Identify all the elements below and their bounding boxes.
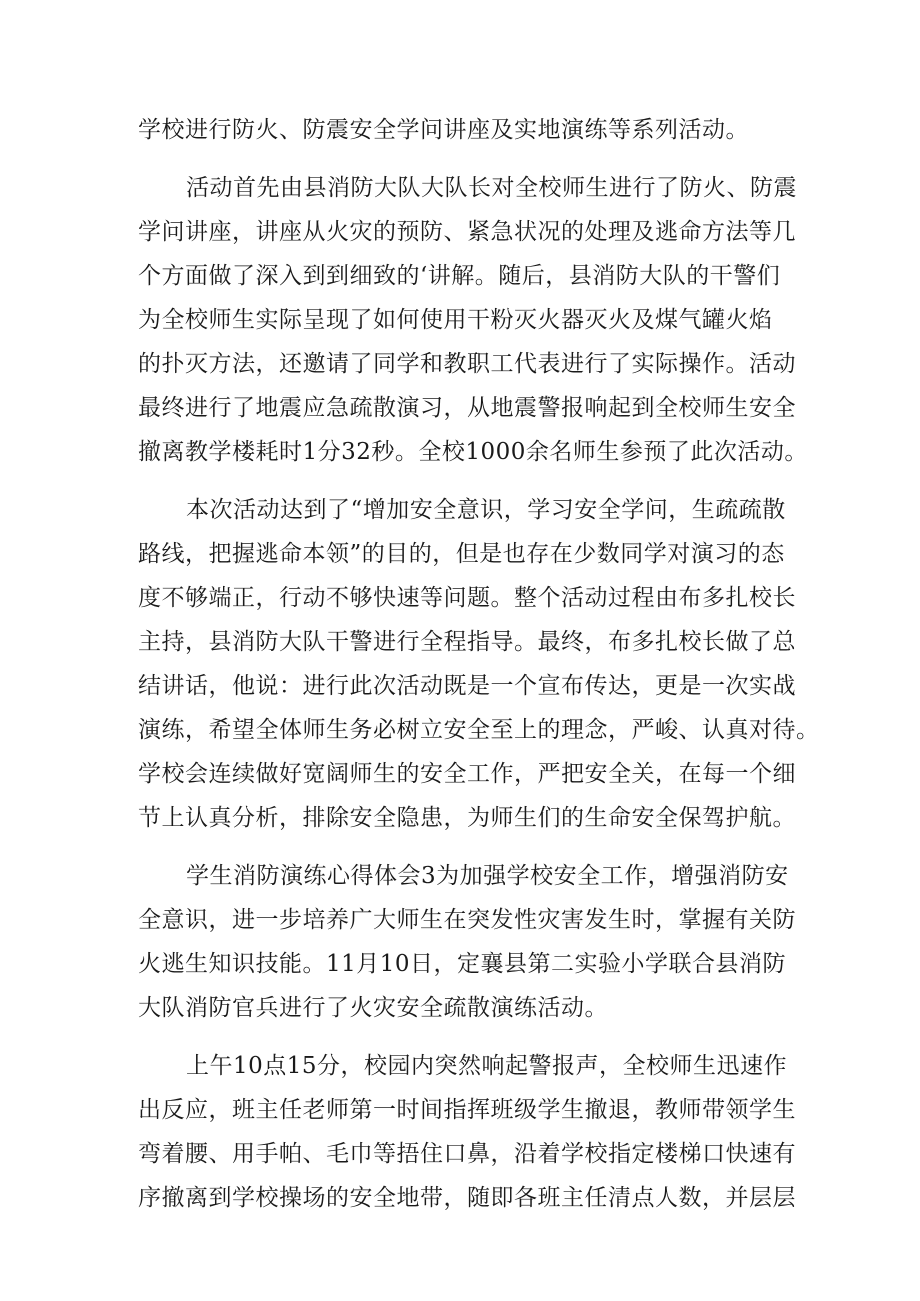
paragraph-spacer [138,474,800,488]
text-line: 活动首先由县消防大队大队长对全校师生进行了防火、防震 [186,175,797,201]
text-line: 大队消防官兵进行了火灾安全疏散演练活动。 [138,995,608,1021]
paragraph-spacer [138,152,800,166]
text-line: 火逃生知识技能。11月10日，定襄县第二实验小学联合县消防 [138,951,787,977]
document-body [138,108,820,1220]
text-line: 撤离教学楼耗时1分32秒。全校1000余名师生参预了此次活动。 [138,439,808,465]
text-line: 为全校师生实际呈现了如何使用干粉灭火器灭火及煤气罐火焰 [138,307,773,333]
text-line: 出反应，班主任老师第一时间指挥班级学生撤退，教师带领学生 [138,1097,796,1123]
text-line: 本次活动达到了“增加安全意识，学习安全学问，生疏疏散 [186,497,786,523]
text-line: 节上认真分析，排除安全隐患，为师生们的生命安全保驾护航。 [138,805,796,831]
paragraph [138,108,800,152]
paragraph-spacer [138,840,800,854]
paragraph [138,1044,800,1220]
text-line: 序撤离到学校操场的安全地带，随即各班主任清点人数，并层层 [138,1185,796,1211]
paragraph [138,854,800,1030]
text-line: 学问讲座，讲座从火灾的预防、紧急状况的处理及逃命方法等几 [138,219,796,245]
text-line: 学生消防演练心得体会3为加强学校安全工作，增强消防安 [186,863,789,889]
paragraph-spacer [138,1030,800,1044]
paragraph [138,488,820,840]
text-line: 主持，县消防大队干警进行全程指导。最终，布多扎校长做了总 [138,629,796,655]
text-line: 全意识，进一步培养广大师生在突发性灾害发生时，掌握有关防 [138,907,796,933]
text-line: 的扑灭方法，还邀请了同学和教职工代表进行了实际操作。活动 [138,351,796,377]
text-line: 演练，希望全体师生务必树立安全至上的理念，严峻、认真对待。 [138,717,820,743]
text-line: 路线，把握逃命本领”的目的，但是也存在少数同学对演习的态 [138,541,785,567]
text-line: 最终进行了地震应急疏散演习，从地震警报响起到全校师生安全 [138,395,796,421]
text-line: 度不够端正，行动不够快速等问题。整个活动过程由布多扎校长 [138,585,796,611]
text-line: 个方面做了深入到到细致的‘讲解。随后，县消防大队的干警们 [138,263,781,289]
text-line: 弯着腰、用手帕、毛巾等捂住口鼻，沿着学校指定楼梯口快速有 [138,1141,796,1167]
text-line: 上午10点15分，校园内突然响起警报声，全校师生迅速作 [186,1053,788,1079]
paragraph [138,166,808,474]
text-line: 学校会连续做好宽阔师生的安全工作，严把安全关，在每一个细 [138,761,796,787]
text-line: 学校进行防火、防震安全学问讲座及实地演练等系列活动。 [138,117,749,143]
text-line: 结讲话，他说：进行此次活动既是一个宣布传达，更是一次实战 [138,673,796,699]
